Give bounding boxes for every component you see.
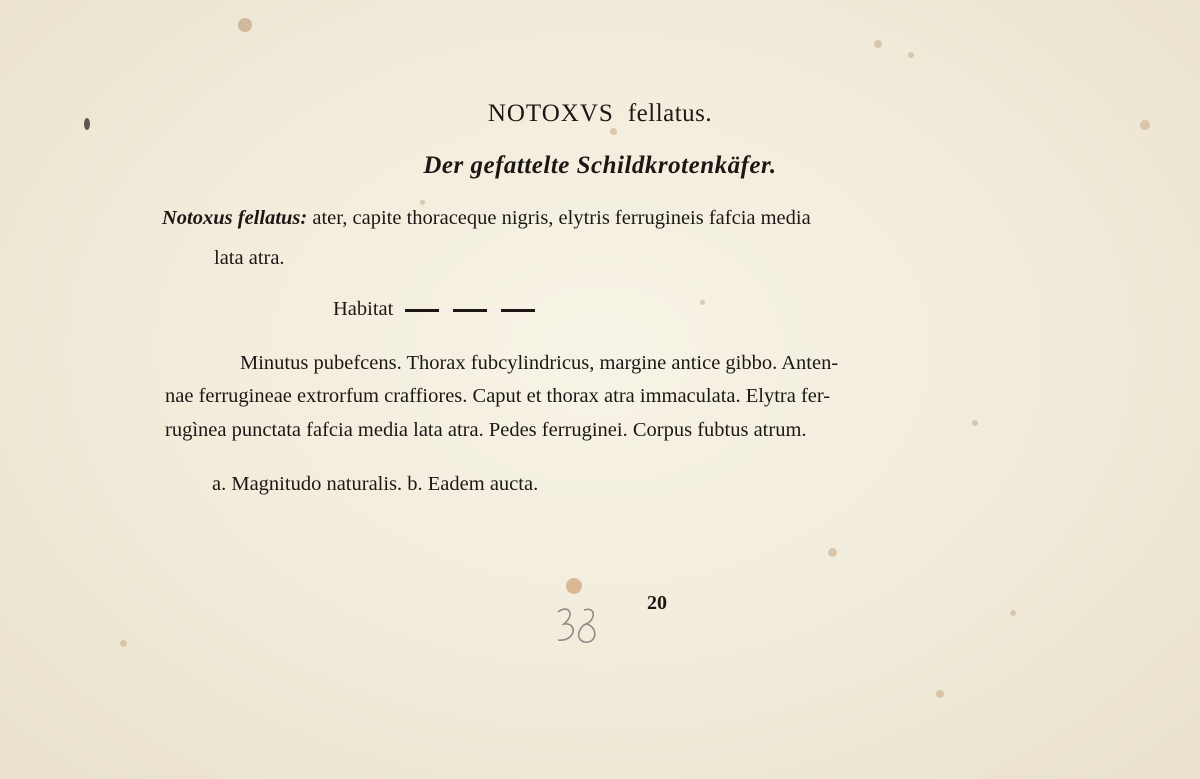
paper-speck xyxy=(566,578,582,594)
paper-speck xyxy=(972,420,978,426)
paper-speck xyxy=(874,40,882,48)
paper-speck xyxy=(936,690,944,698)
diagnosis-text: ater, capite thoraceque nigris, elytris ferrugineis fafcia media xyxy=(312,207,811,229)
paper-speck xyxy=(120,640,127,647)
paper-speck xyxy=(610,128,617,135)
habitat-label: Habitat xyxy=(333,298,394,320)
paper-speck xyxy=(828,548,837,557)
paper-speck xyxy=(238,18,252,32)
paper-speck xyxy=(700,300,705,305)
habitat-dashes xyxy=(405,298,549,321)
habitat-line xyxy=(333,298,549,321)
pencil-annotation xyxy=(550,600,610,660)
diagnosis-line-1 xyxy=(162,207,811,230)
description-line-3: rugìnea punctata fafcia media lata atra. Pedes ferruginei. Corpus fubtus atrum. xyxy=(165,419,807,441)
paper-speck xyxy=(908,52,914,58)
description-line-1: Minutus pubefcens. Thorax fubcylindricus, margine antice gibbo. Anten- xyxy=(240,352,839,374)
german-subtitle: Der gefattelte Schildkrotenkäfer. xyxy=(423,152,777,179)
species-name: fellatus. xyxy=(627,100,713,127)
description-line-2: nae ferrugineae extrorfum craffiores. Caput et thorax atra immaculata. Elytra fer- xyxy=(165,385,831,407)
species-title xyxy=(0,100,1200,128)
paper-speck xyxy=(420,200,425,205)
genus-name: NOTOXVS xyxy=(487,100,614,127)
diagnosis-line-2: lata atra. xyxy=(214,247,285,269)
diagnosis-species-name: Notoxus fellatus: xyxy=(162,207,308,229)
page-number: 20 xyxy=(647,592,667,614)
paper-speck xyxy=(1010,610,1016,616)
figure-caption: a. Magnitudo naturalis. b. Eadem aucta. xyxy=(212,473,539,495)
